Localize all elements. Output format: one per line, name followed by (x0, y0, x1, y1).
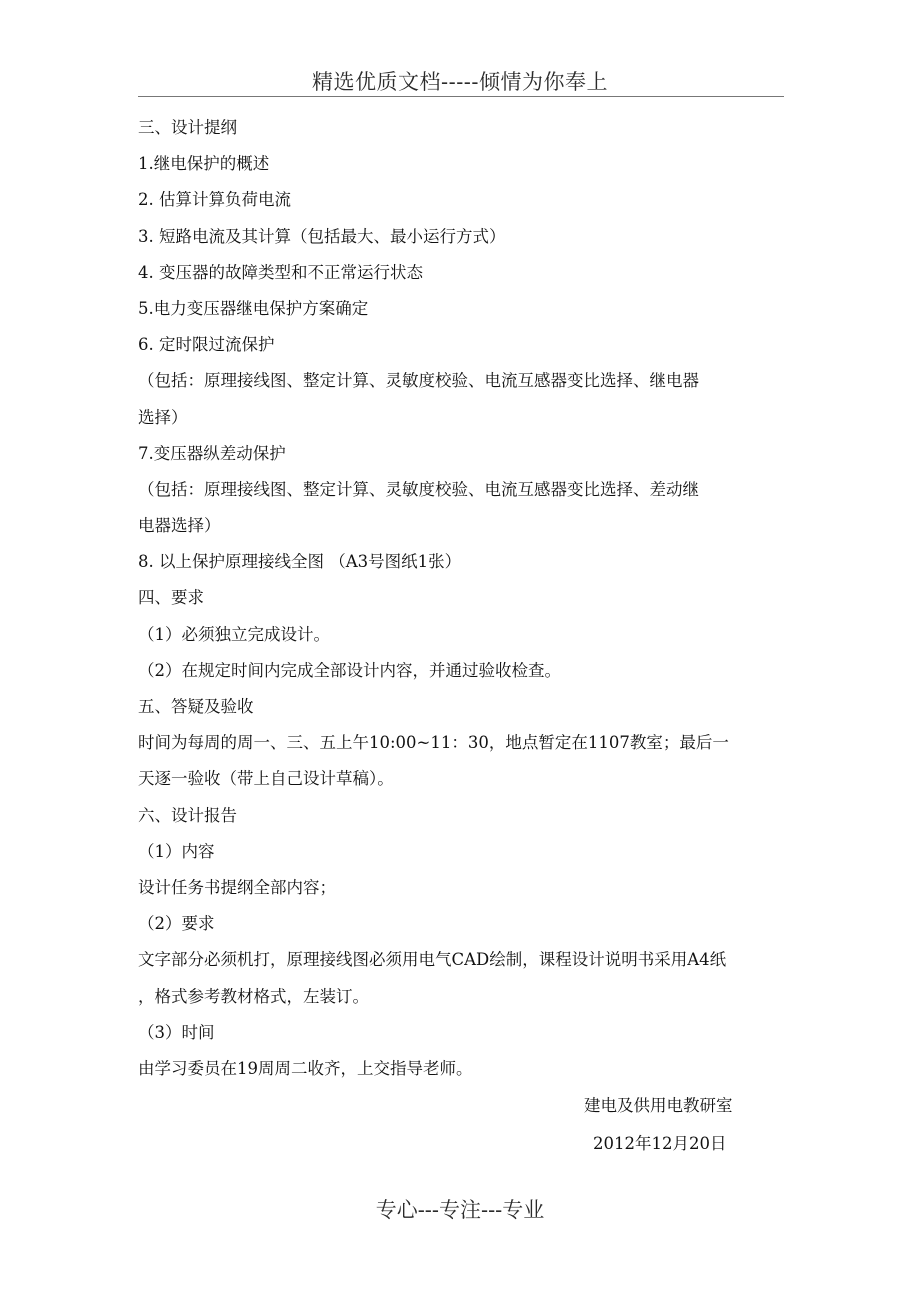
page-header: 精选优质文档-----倾情为你奉上 (312, 70, 608, 94)
outline-item-6-detail-cont: 选择） (138, 407, 188, 427)
outline-item-1: 1.继电保护的概述 (138, 154, 270, 174)
outline-item-8: 8. 以上保护原理接线全图 （A3号图纸1张） (138, 552, 462, 572)
section-heading-outline: 三、设计提纲 (138, 118, 237, 137)
qa-paragraph-cont: 天逐一验收（带上自己设计草稿）。 (138, 769, 394, 789)
outline-item-7: 7.变压器纵差动保护 (138, 443, 286, 463)
section-heading-requirements: 四、要求 (138, 588, 204, 608)
section-heading-report: 六、设计报告 (138, 805, 237, 825)
report-subheading-requirements: （2）要求 (138, 914, 215, 934)
outline-item-7-detail: （包括：原理接线图、整定计算、灵敏度校验、电流互感器变比选择、差动继 (138, 479, 699, 499)
header-divider (138, 96, 784, 97)
report-requirements-text-cont: ，格式参考教材格式，左装订。 (138, 986, 369, 1006)
page-footer: 专心---专注---专业 (375, 1198, 545, 1222)
requirement-1: （1）必须独立完成设计。 (138, 624, 330, 644)
outline-item-6-detail: （包括：原理接线图、整定计算、灵敏度校验、电流互感器变比选择、继电器 (138, 371, 699, 391)
report-subheading-content: （1）内容 (138, 841, 215, 861)
signature-date: 2012年12月20日 (593, 1134, 727, 1153)
outline-item-7-detail-cont: 电器选择） (138, 516, 221, 536)
report-content-text: 设计任务书提纲全部内容； (138, 877, 336, 897)
report-time-text: 由学习委员在19周周二收齐，上交指导老师。 (138, 1058, 473, 1078)
section-heading-qa: 五、答疑及验收 (138, 697, 254, 716)
outline-item-3: 3. 短路电流及其计算（包括最大、最小运行方式） (138, 226, 506, 246)
outline-item-5: 5.电力变压器继电保护方案确定 (138, 298, 369, 318)
outline-item-2: 2. 估算计算负荷电流 (138, 190, 291, 210)
signature-organization: 建电及供用电教研室 (584, 1096, 733, 1115)
report-requirements-text: 文字部分必须机打，原理接线图必须用电气CAD绘制，课程设计说明书采用A4纸 (138, 950, 727, 970)
outline-item-6: 6. 定时限过流保护 (138, 335, 275, 355)
qa-paragraph: 时间为每周的周一、三、五上午10:00~11：30，地点暂定在1107教室；最后一 (138, 733, 729, 753)
report-subheading-time: （3）时间 (138, 1022, 215, 1042)
requirement-2: （2）在规定时间内完成全部设计内容，并通过验收检查。 (138, 660, 561, 680)
outline-item-4: 4. 变压器的故障类型和不正常运行状态 (138, 262, 423, 282)
document-body (138, 110, 778, 1087)
